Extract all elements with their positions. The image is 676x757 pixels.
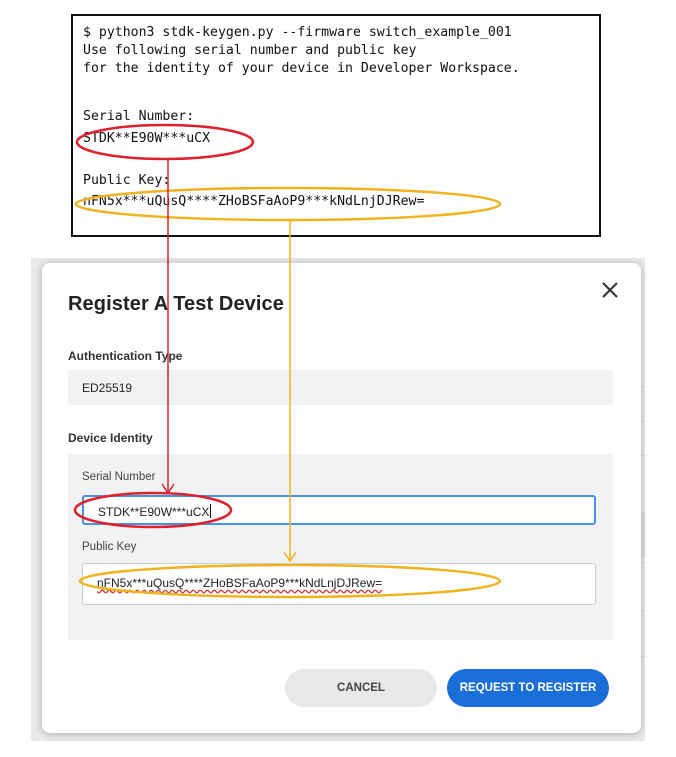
terminal-info-line: for the identity of your device in Developer Workspace. — [83, 61, 520, 76]
serial-number-input[interactable] — [82, 495, 596, 525]
device-identity-panel — [68, 454, 613, 640]
terminal-info-line: Use following serial number and public key — [83, 43, 417, 58]
auth-type-field — [68, 370, 613, 405]
public-key-label: Public Key — [82, 541, 137, 553]
serial-number-label: Serial Number — [82, 471, 156, 483]
device-identity-label: Device Identity — [68, 431, 153, 445]
auth-type-value: ED25519 — [82, 381, 133, 395]
public-key-value: nFN5x***uQusQ****ZHoBSFaAoP9***kNdLnjDJRew= — [97, 576, 383, 590]
terminal-pubkey-label: Public Key: — [83, 173, 171, 188]
terminal-serial-value: STDK**E90W***uCX — [83, 131, 211, 146]
request-to-register-button[interactable]: REQUEST TO REGISTER — [447, 669, 609, 707]
public-key-input[interactable] — [82, 563, 596, 605]
terminal-pubkey-value: nFN5x***uQusQ****ZHoBSFaAoP9***kNdLnjDJRew= — [83, 194, 425, 209]
terminal-command-line: $ python3 stdk-keygen.py --firmware switch_example_001 — [83, 25, 512, 40]
dialog-title: Register A Test Device — [68, 293, 284, 315]
cancel-button[interactable]: CANCEL — [285, 669, 437, 707]
register-device-dialog — [42, 263, 641, 733]
terminal-output — [71, 14, 601, 237]
terminal-serial-label: Serial Number: — [83, 109, 195, 124]
serial-number-value: STDK**E90W***uCX — [98, 505, 210, 519]
auth-type-label: Authentication Type — [68, 349, 183, 363]
close-icon[interactable] — [597, 277, 623, 303]
